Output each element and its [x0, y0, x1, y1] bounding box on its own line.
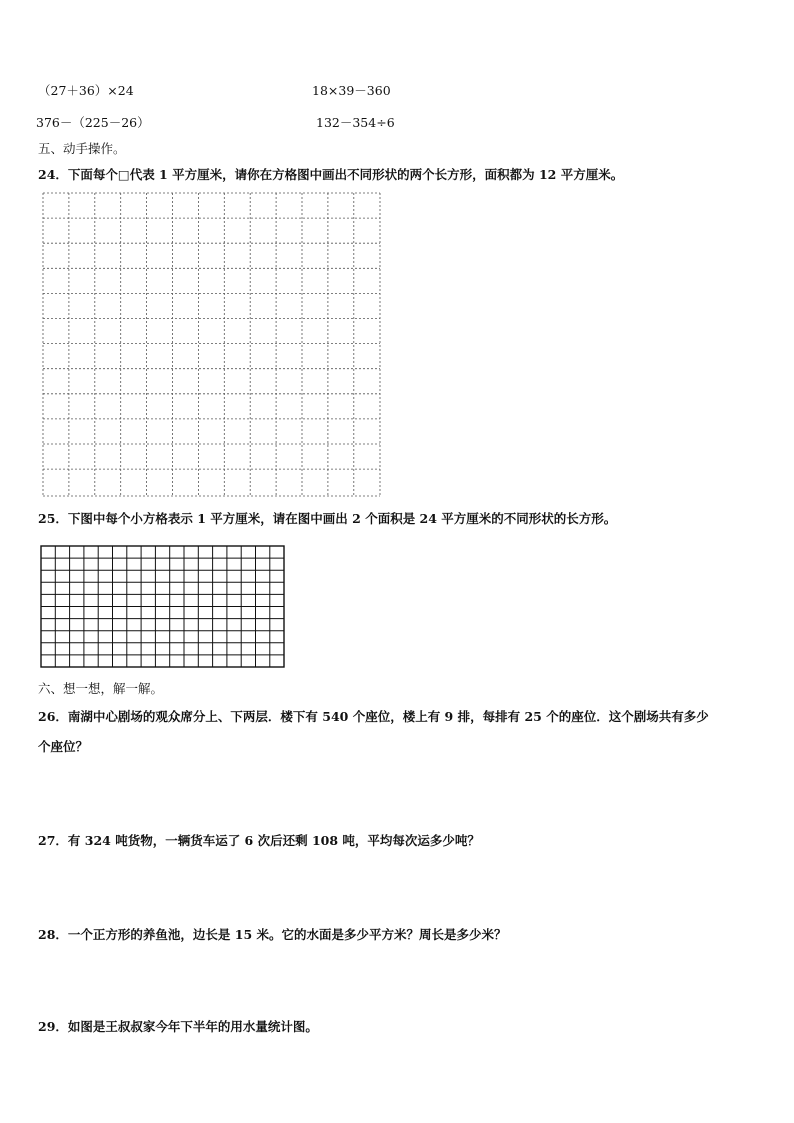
question-26-line-2: 个座位？ [38, 739, 89, 754]
question-25-text: 25．下图中每个小方格表示 1 平方厘米，请在图中画出 2 个面积是 24 平方厘米的不同形状的长方形。 [38, 511, 617, 526]
question-27-text: 27．有 324 吨货物，一辆货车运了 6 次后还剩 108 吨，平均每次运多少吨？ [38, 833, 480, 848]
calc-expression-4: 132－354÷6 [316, 115, 395, 130]
question-28-text: 28．一个正方形的养鱼池，边长是 15 米。它的水面是多少平方米？周长是多少米？ [38, 927, 507, 942]
question-29-text: 29．如图是王叔叔家今年下半年的用水量统计图。 [38, 1019, 318, 1034]
calc-expression-3: 376－（225－26） [36, 115, 150, 130]
q25-solid-grid [40, 545, 286, 669]
q24-dashed-grid [42, 192, 382, 498]
section-5-heading: 五、动手操作。 [38, 141, 126, 156]
calc-expression-1: （27＋36）×24 [38, 83, 134, 98]
section-6-heading: 六、想一想，解一解。 [38, 681, 164, 696]
calc-expression-2: 18×39－360 [312, 83, 391, 98]
question-24-text: 24．下面每个□代表 1 平方厘米，请你在方格图中画出不同形状的两个长方形，面积都为 12 平方厘米。 [38, 167, 624, 182]
question-26-line-1: 26．南湖中心剧场的观众席分上、下两层．楼下有 540 个座位，楼上有 9 排，每排有 25 个的座位．这个剧场共有多少 [38, 709, 709, 724]
